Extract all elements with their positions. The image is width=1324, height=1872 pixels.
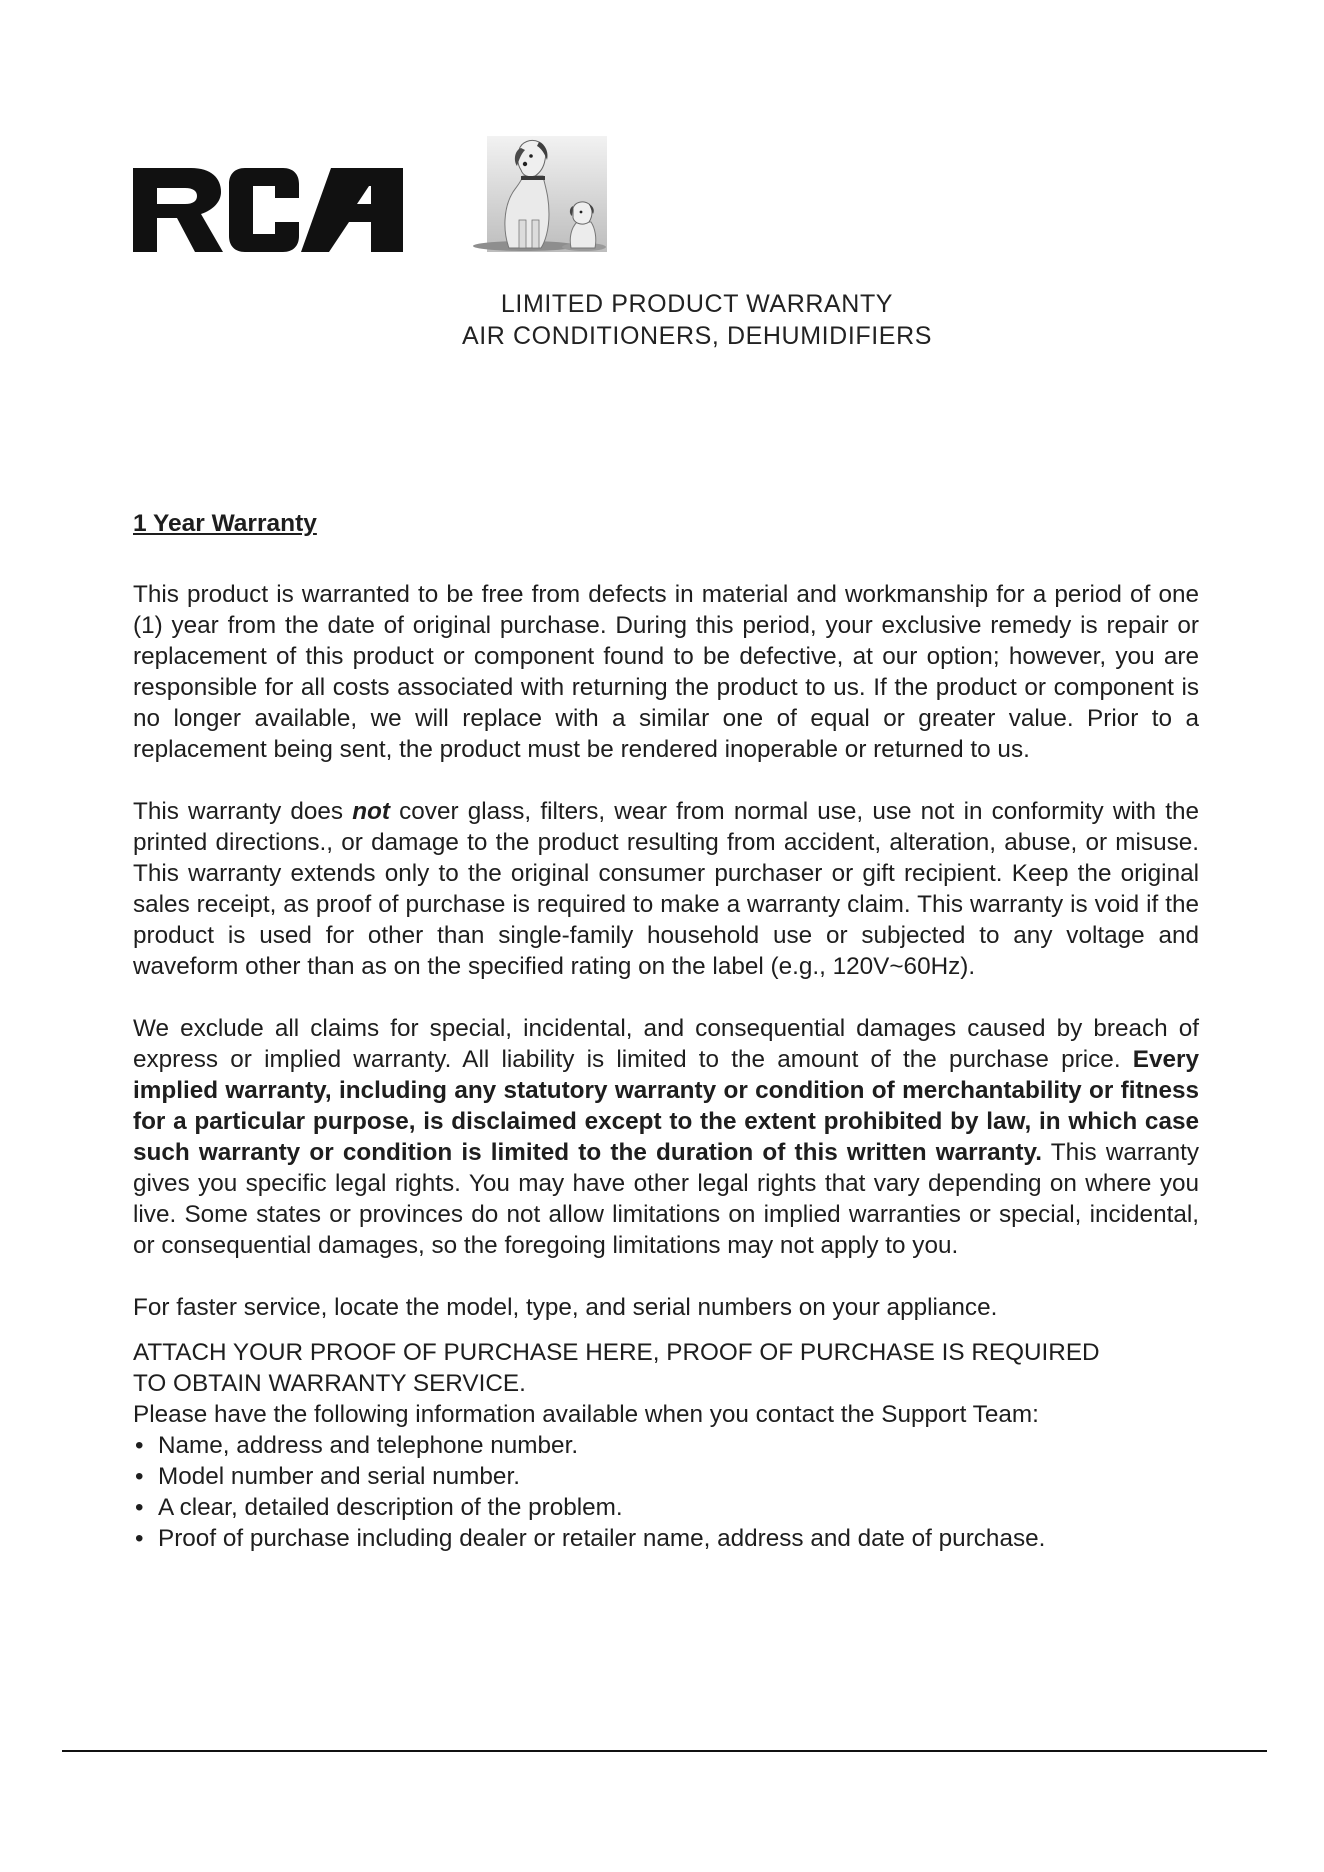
warranty-body <box>133 508 1199 1554</box>
paragraph-exclusions <box>133 796 1199 982</box>
list-item: • Proof of purchase including dealer or retailer name, address and date of purchase. <box>135 1525 1046 1552</box>
bullet-icon: • <box>135 1463 144 1490</box>
heading-line-1: LIMITED PRODUCT WARRANTY <box>500 290 894 318</box>
rca-logo <box>133 156 453 252</box>
attach-proof-line-2: TO OBTAIN WARRANTY SERVICE. <box>133 1370 526 1397</box>
list-item: • Model number and serial number. <box>135 1463 520 1490</box>
exclusions-start: This warranty does <box>133 798 353 825</box>
paragraph-coverage: This product is warranted to be free from defects in material and workmanship for a period of one (1) year from the date of original purchase. During this period, your exclusive remedy is repair or replacement of this product or component found to be defective, at our option; however, you are responsible for all costs associated with returning the product to us. If the product or component is no longer available, we will replace with a similar one of equal or greater value. Prior to a replacement being sent, the product must be rendered inoperable or returned to us. <box>133 581 1199 763</box>
required-info-list <box>133 1430 1199 1554</box>
info-intro: Please have the following information available when you contact the Support Team: <box>133 1401 1039 1428</box>
limitations-start: We exclude all claims for special, incidental, and consequential damages caused by breach of express or implied warranty. All liability is limited to the amount of the purchase price. <box>133 1015 1199 1073</box>
bullet-icon: • <box>135 1494 144 1521</box>
list-item: • Name, address and telephone number. <box>135 1432 579 1459</box>
paragraph-limitations <box>133 1013 1199 1261</box>
attach-proof-line-1: ATTACH YOUR PROOF OF PURCHASE HERE, PROOF OF PURCHASE IS REQUIRED <box>133 1339 1100 1366</box>
list-item: • A clear, detailed description of the problem. <box>135 1494 623 1521</box>
limitations-end: This warranty gives you specific legal rights. You may have other legal rights that vary depending on where you live. Some states or provinces do not allow limitations on implied warranties or special, incidental, or consequential damages, so the foregoing limitations may not apply to you. <box>133 1139 1199 1259</box>
document-heading <box>0 288 1324 352</box>
brand-header <box>133 136 607 252</box>
faster-service-note: For faster service, locate the model, type, and serial numbers on your appliance. <box>133 1294 998 1321</box>
heading-line-2: AIR CONDITIONERS, DEHUMIDIFIERS <box>461 322 933 350</box>
footer-divider <box>62 1750 1267 1752</box>
emphasis-not: not <box>352 798 390 825</box>
bullet-icon: • <box>135 1432 144 1459</box>
limitations-disclaimer: Every implied warranty, including any statutory warranty or condition of merchantability or fitness for a particular purpose, is disclaimed except to the extent prohibited by law, in which case such warranty or condition is limited to the duration of this written warranty. <box>133 1046 1199 1166</box>
bullet-icon: • <box>135 1525 144 1552</box>
exclusions-end: cover glass, filters, wear from normal use, use not in conformity with the printed directions., or damage to the product resulting from accident, alteration, abuse, or misuse. This warranty extends only to the original consumer purchaser or gift recipient. Keep the original sales receipt, as proof of purchase is required to make a warranty claim. This warranty is void if the product is used for other than single-family household use or subjected to any voltage and waveform other than as on the specified rating on the label (e.g., 120V~60Hz). <box>133 798 1199 980</box>
section-title: 1 Year Warranty <box>133 510 317 537</box>
dogs-mascot-icon <box>469 136 607 252</box>
